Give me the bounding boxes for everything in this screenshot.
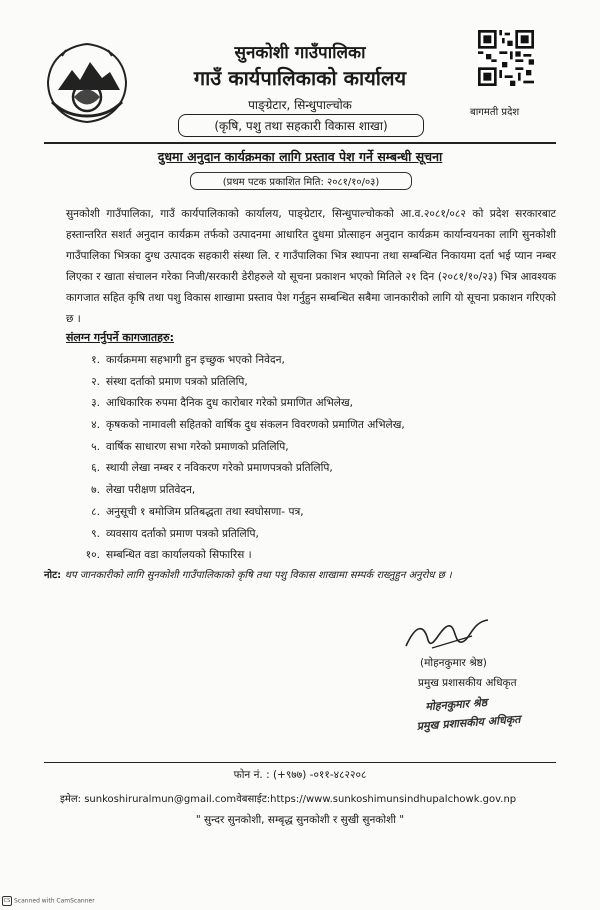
list-item: ४. कृषकको नामावली सहितको वार्षिक दुध संकलन विवरणको प्रमाणित अभिलेख, (91, 419, 405, 432)
official-stamp (414, 682, 587, 744)
list-item: २. संस्था दर्ताको प्रमाण पत्रको प्रतिलिपि, (91, 375, 248, 388)
phone-number: फोन नं. : (+९७७) -०११-४८२२०८ (233, 769, 367, 781)
slogan: " सुन्दर सुनकोशी, सम्बृद्ध सुनकोशी र सुखी सुनकोशी " (195, 814, 405, 826)
list-item: १०. सम्बन्धित वडा कार्यालयको सिफारिस । (85, 549, 252, 562)
note-label: नोट: (44, 570, 62, 581)
email-address: sunkoshiruralmun@gmail.com (84, 794, 237, 805)
camscanner-icon: CS (3, 898, 11, 904)
email-label: इमेल: (60, 794, 85, 805)
website-label: वेबसाईट: (236, 794, 271, 805)
note-text: थप जानकारीको लागि सुनकोशी गाउँपालिकाको कृषि तथा पशु विकास शाखामा सम्पर्क राख्नुहुन अनुरोध छ । (64, 570, 452, 581)
list-item: ७. लेखा परीक्षण प्रतिवेदन, (91, 484, 196, 497)
scanner-watermark (2, 896, 95, 906)
header-divider (44, 142, 556, 144)
qr-code-icon (478, 30, 534, 86)
list-item: १. कार्यक्रममा सहभागी हुन इच्छुक भएको निवेदन, (91, 354, 285, 366)
signature-scribble-icon (402, 618, 492, 654)
documents-list (68, 350, 488, 567)
stamp-name: मोहनकुमार श्रेष्ठ (424, 695, 488, 714)
nepal-emblem-icon (44, 42, 130, 124)
municipality-name: सुनकोशी गाउँपालिका (234, 43, 366, 63)
documents-heading: संलग्न गर्नुपर्ने कागजातहरु: (66, 331, 174, 344)
publish-date: (प्रथम पटक प्रकाशित मिति: २०८१/१०/०३) (190, 172, 412, 190)
list-item: ९. व्यवसाय दर्ताको प्रमाण पत्रको प्रतिलिपि, (91, 527, 259, 540)
office-name: गाउँ कार्यपालिकाको कार्यालय (193, 66, 407, 90)
list-item: ८. अनुसूची १ बमोजिम प्रतिबद्धता तथा स्वघोसणा- पत्र, (91, 505, 304, 518)
province-label: बागमती प्रदेश (470, 107, 520, 118)
list-item: ३. आधिकारिक रुपमा दैनिक दुध कारोबार गरेको प्रमाणित अभिलेख, (91, 397, 354, 410)
scanner-label: Scanned with CamScanner (14, 897, 95, 905)
website-url: https://www.sunkoshimunsindhupalchowk.gov.np (270, 794, 517, 805)
list-item: ५. वार्षिक साधारण सभा गरेको प्रमाणको प्रतिलिपि, (91, 440, 289, 453)
signatory-name: (मोहनकुमार श्रेष्ठ) (420, 657, 487, 669)
branch-name: (कृषि, पशु तथा सहकारी विकास शाखा) (178, 114, 424, 137)
stamp-title: प्रमुख प्रशासकीय अधिकृत (416, 712, 521, 733)
list-item: ६. स्थायी लेखा नम्बर र नविकरण गरेको प्रमाणपत्रको प्रतिलिपि, (91, 462, 333, 475)
notice-title: दुधमा अनुदान कार्यक्रमका लागि प्रस्ताव पेश गर्ने सम्बन्धी सूचना (157, 149, 443, 164)
footer-divider (44, 762, 556, 763)
contact-line (60, 791, 560, 805)
notice-body: सुनकोशी गाउँपालिका, गाउँ कार्यपालिकाको कार्यालय, पाङ्ग्रेटार, सिन्धुपाल्चोकको आ.व.२०८१/०८२ को प्रदेश सरकारबाट हस्तान्तरित सशर्त अनुदान कार्यक्रम तर्फको उत्पादनमा आधारित दुधमा प्रोत्साहन अनुदान कार्यक्रम कार्यान्वयनका लागि सुनकोशी गाउँपालिका भित्रका दुग्ध उत्पादक सहकारी संस्था लि. र गाउँपालिका भित्र स्थापना तथा सम्बन्धित निकायमा दर्ता भई प्यान नम्बर लिएका र खाता संचालन गरेका निजी/सरकारी डेरीहरुले यो सूचना प्रकाशन भएको मितिले २१ दिन (२०८१/१०/२३) भित्र आवश्यक कागजात सहित कृषि तथा पशु विकास शाखामा प्रस्ताव पेश गर्नुहुन सम्बन्धित सबैमा जानकारीको लागि यो सूचना प्रकाशन गरिएको छ । (66, 208, 556, 325)
office-address: पाङ्ग्रेटार, सिन्धुपाल्चोक (248, 98, 352, 112)
signatory-title: प्रमुख प्रशासकीय अधिकृत (418, 677, 517, 689)
note (44, 567, 564, 581)
